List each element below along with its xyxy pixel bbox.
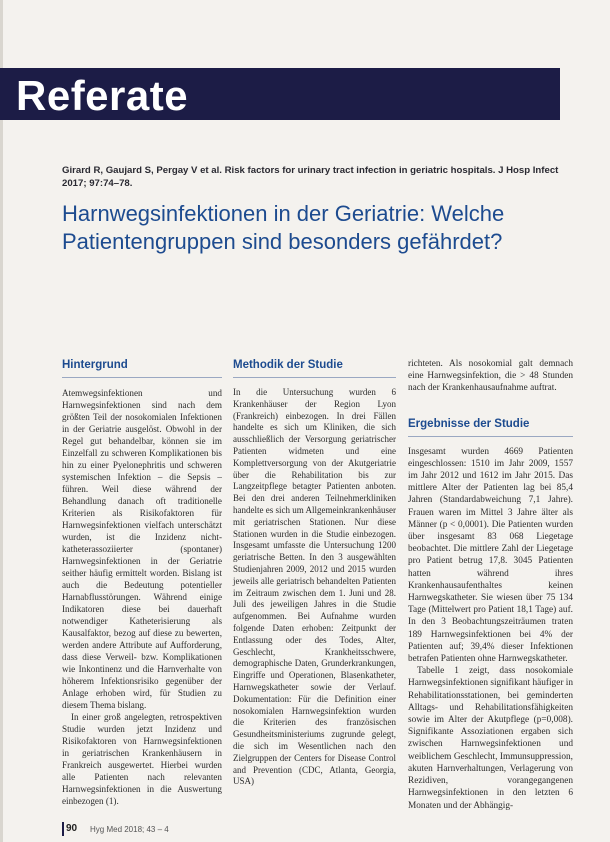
- column-2: [233, 358, 396, 788]
- column-3: [408, 358, 573, 812]
- page-number: 90: [66, 823, 78, 834]
- methodik-paragraph-1: In die Untersuchung wurden 6 Krankenhäuser der Region Lyon (Frankreich) einbezogen. In drei Fällen handelte es sich um Kliniken, die sich ausschließlich der Versorgung geriatrischer Patienten widmeten und eine Komplettversorgung von der Akutgeriatrie über die Rehabilitation bis zur Langzeitpflege betagter Patienten anboten. Bei den drei anderen Teilnehmerkliniken handelte es sich um Allgemeinkrankenhäuser mit geriatrischen Stationen. Nur diese Stationen wurden in die Studie einbezogen. Insgesamt umfasste die Untersuchung 1200 geriatrische Betten. In den 3 ausgewählten Studienjahren 2009, 2012 und 2015 wurden jeweils alle geriatrisch behandelten Patienten im Zeitraum zwischen dem 1. Juni und 28. Juli des jeweiligen Jahres in die Studie aufgenommen. Bei Aufnahme wurden folgende Daten erhoben: Zeitpunkt der Entlassung oder des Todes, Alter, Geschlecht, Krankheitsschwere, demographische Daten, Grunderkrankungen, Eingriffe und Operationen, Blasenkatheter, Harnwegskatheter sowie der Verlauf. Dokumentation: Für die Definition einer nosokomialen Harnwegsinfektion wurden die Kriterien des französischen Gesundheitsministeriums zugrunde gelegt, die sich im Wesentlichen nach den Zielgruppen der Centers for Disease Control and Prevention (CDC, Atlanta, Georgia, USA): [233, 387, 396, 787]
- ergebnisse-paragraph-2: Tabelle 1 zeigt, dass nosokomiale Harnwegsinfektionen signifikant häufiger in Rehabilitationsstationen, bei geminderten Alltags- und Rehabilitationsfähigkeiten sowie im Alter der Akutpflege (p=0,008). Signifikante Assoziationen ergaben sich zwischen Harnwegsinfektionen und weiblichem Geschlecht, Immunsuppression, akuten Harnverhaltungen, Verlagerung von Rezidiven, vorangegangenen Harnwegsinfektionen in den letzten 6 Monaten und der Abhängig-: [408, 666, 573, 811]
- section-title: Referate: [16, 72, 189, 119]
- heading-methodik: Methodik der Studie: [233, 358, 396, 378]
- ergebnisse-paragraph-1: Insgesamt wurden 4669 Patienten eingeschlossen: 1510 im Jahr 2009, 1557 im Jahr 2012 und 1612 im Jahr 2015. Das mittlere Alter der Patienten lag bei 85,4 Jahren (Standardabweichung 7,1 Jahre). Frauen waren im Mittel 3 Jahre älter als Männer (p < 0,0001). Die Patienten wurden über insgesamt 83 068 Liegetage beobachtet. Die mittlere Zahl der Liegetage pro Patient betrug 17,8. 3045 Patienten hatten während ihres Krankenhausaufenthaltes keinen Harnwegskatheter. Sie wiesen über 75 134 Tage (Mittelwert pro Patient 18,1 Tage) auf. In den 3 Beobachtungszeiträumen traten 189 Harnwegsinfektionen bei 4% der Patienten auf; 39,4% dieser Infektionen betrafen Patienten ohne Harnwegskatheter.: [408, 446, 573, 665]
- footer-rule: [62, 822, 64, 836]
- hintergrund-paragraph-2: In einer groß angelegten, retrospektiven Studie wurden jetzt Inzidenz und Risikofaktoren von Harnwegsinfektionen in geriatrischen Krankenhäusern in Frankreich ausgewertet. Hierbei wurden alle Patienten nach relevanten Harnwegsinfektionen in die Auswertung einbezogen (1).: [62, 712, 222, 806]
- page-footer: [62, 822, 402, 836]
- methodik-continuation: richteten. Als nosokomial galt demnach eine Harnwegsinfektion, die > 48 Stunden nach der Krankenhausaufnahme auftrat.: [408, 359, 573, 394]
- heading-hintergrund: Hintergrund: [62, 358, 222, 378]
- article-title: Harnwegsinfektionen in der Geriatrie: Welche Patientengruppen sind besonders gefährdet?: [62, 201, 505, 254]
- column-1: [62, 358, 222, 807]
- journal-reference: Hyg Med 2018; 43 – 4: [90, 825, 169, 834]
- page-edge: [0, 0, 3, 842]
- heading-ergebnisse: Ergebnisse der Studie: [408, 417, 573, 437]
- article-citation: Girard R, Gaujard S, Pergay V et al. Risk factors for urinary tract infection in geriatric hospitals. J Hosp Infect 2017; 97:74–78.: [62, 165, 559, 189]
- hintergrund-paragraph-1: Atemwegsinfektionen und Harnwegsinfektionen sind nach dem größten Teil der nosokomialen Infektionen in der Geriatrie ausgelöst. Obwohl in der Regel gut behandelbar, können sie im Einzelfall zu schweren Komplikationen bis hin zu einer Pyelonephritis und schweren systemischen Infektion – die Sepsis – führen. Weil diese während der Behandlung danach oft traditionelle Kriterien als Risikofaktoren für Harnwegsinfektionen vielfach unterschätzt wurden, ist die Inzidenz nicht-katheterassoziierter (spontaner) Harnwegsinfektionen in der Geriatrie seither häufig ermittelt worden. Bislang ist auch die Bedeutung potentieller Harnabflusstörungen. Während einige Indikatoren diese bei dauerhaft notwendiger Katheterisierung als Kausalfaktor, bezog auf diese zu bewerten, werden andere Attribute auf Aufforderung, dass diese Verweil- bzw. Komplikationen wie Inkontinenz und die Harnverhalte von höherem Infektionsrisiko gegenüber der Anlage erhoben wird, für Studien zu diesem Thema bislang.: [62, 388, 222, 710]
